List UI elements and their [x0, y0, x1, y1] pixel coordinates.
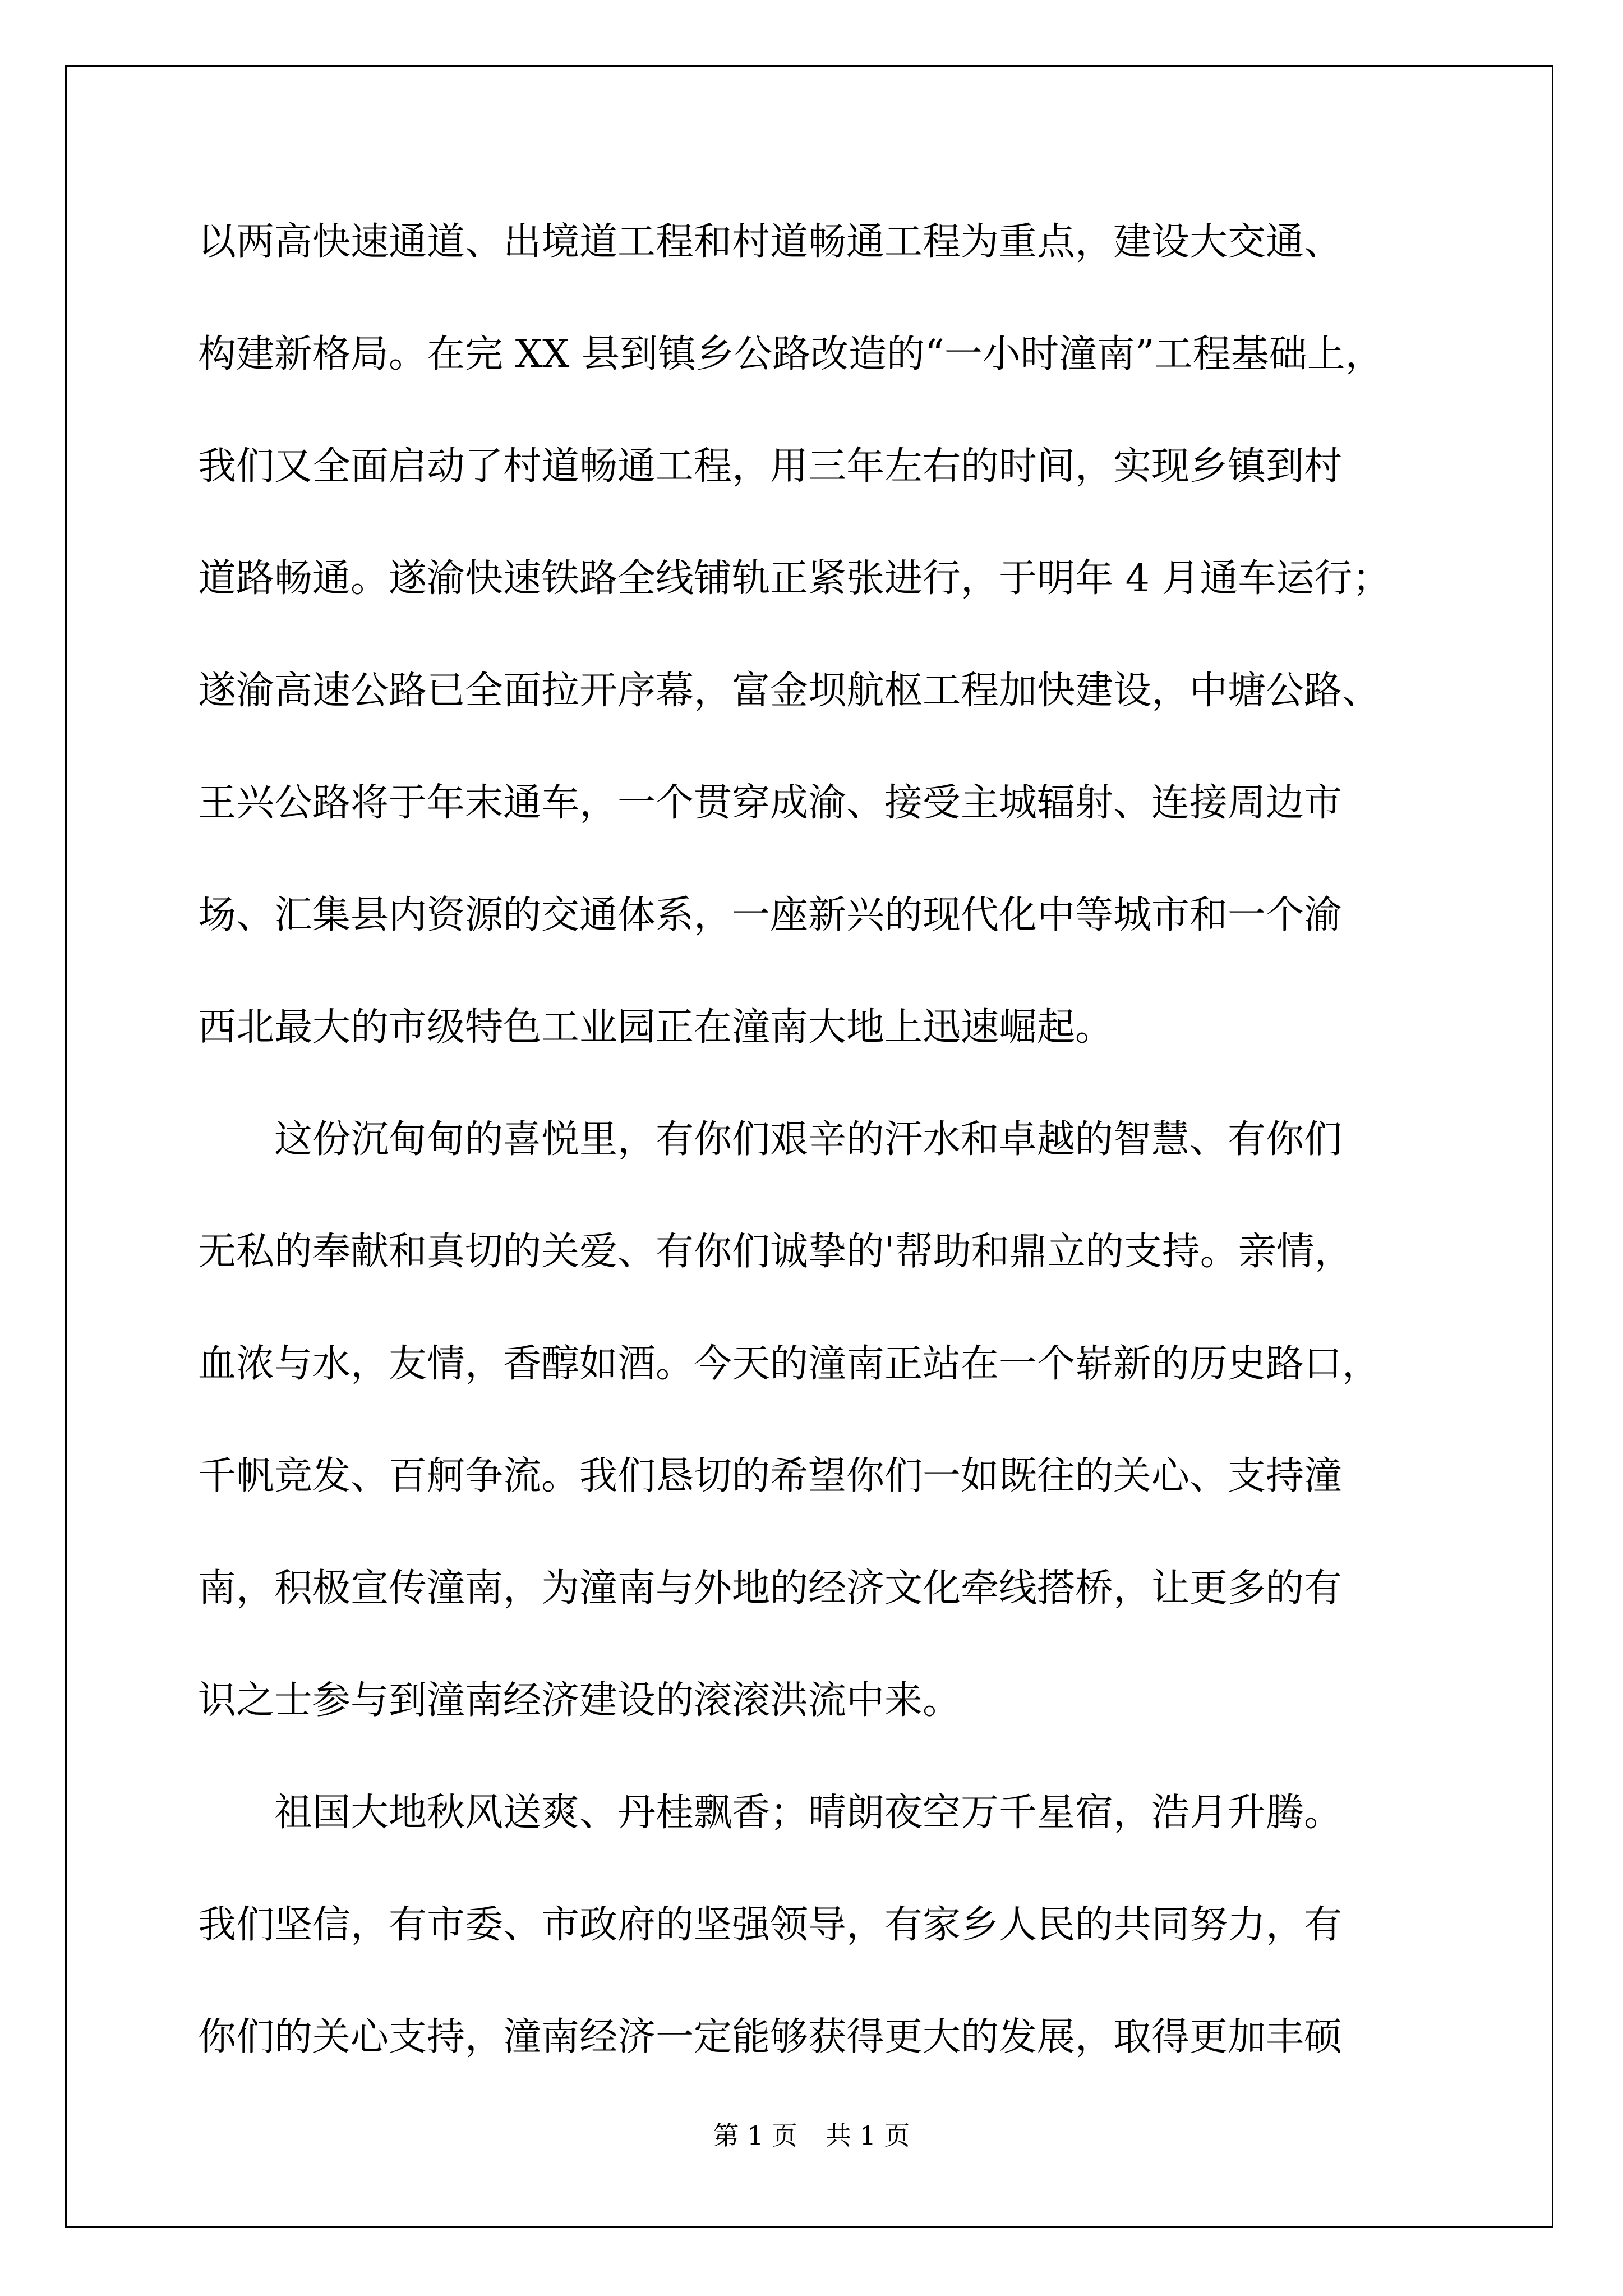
- page-number: 第 1 页: [713, 2120, 797, 2151]
- text-line: 识之士参与到潼南经济建设的滚滚洪流中来。: [198, 1678, 961, 1723]
- text-line: 血浓与水，友情，香醇如酒。今天的潼南正站在一个崭新的历史路口，: [198, 1342, 1381, 1386]
- text-line: 祖国大地秋风送爽、丹桂飘香；晴朗夜空万千星宿，浩月升腾。: [198, 1791, 1343, 1835]
- page-footer: [0, 2119, 1623, 2152]
- text-line: 构建新格局。在完 XX 县到镇乡公路改造的“一小时潼南”工程基础上，: [198, 332, 1384, 376]
- text-line: 南，积极宣传潼南，为潼南与外地的经济文化牵线搭桥，让更多的有: [198, 1566, 1343, 1611]
- text-line: 无私的奉献和真切的关爱、有你们诚挚的'帮助和鼎立的支持。亲情，: [198, 1230, 1353, 1274]
- text-line: 西北最大的市级特色工业园正在潼南大地上迅速崛起。: [198, 1005, 1114, 1050]
- text-line: 我们坚信，有市委、市政府的坚强领导，有家乡人民的共同努力，有: [198, 1903, 1343, 1947]
- text-line: 千帆竞发、百舸争流。我们恳切的希望你们一如既往的关心、支持潼: [198, 1454, 1343, 1498]
- text-line: 场、汇集县内资源的交通体系，一座新兴的现代化中等城市和一个渝: [198, 893, 1343, 937]
- text-line: 以两高快速通道、出境道工程和村道畅通工程为重点，建设大交通、: [198, 220, 1343, 264]
- text-line: 你们的关心支持，潼南经济一定能够获得更大的发展，取得更加丰硕: [198, 2015, 1343, 2059]
- text-line: 我们又全面启动了村道畅通工程，用三年左右的时间，实现乡镇到村: [198, 444, 1343, 489]
- text-line: 道路畅通。遂渝快速铁路全线铺轨正紧张进行，于明年 4 月通车运行；: [198, 556, 1391, 601]
- text-line: 遂渝高速公路已全面拉开序幕，富金坝航枢工程加快建设，中塘公路、: [198, 669, 1381, 713]
- page-total: 共 1 页: [826, 2120, 910, 2151]
- text-line: 王兴公路将于年末通车，一个贯穿成渝、接受主城辐射、连接周边市: [198, 781, 1343, 825]
- text-line: 这份沉甸甸的喜悦里，有你们艰辛的汗水和卓越的智慧、有你们: [198, 1117, 1343, 1162]
- document-body: [198, 186, 1471, 2093]
